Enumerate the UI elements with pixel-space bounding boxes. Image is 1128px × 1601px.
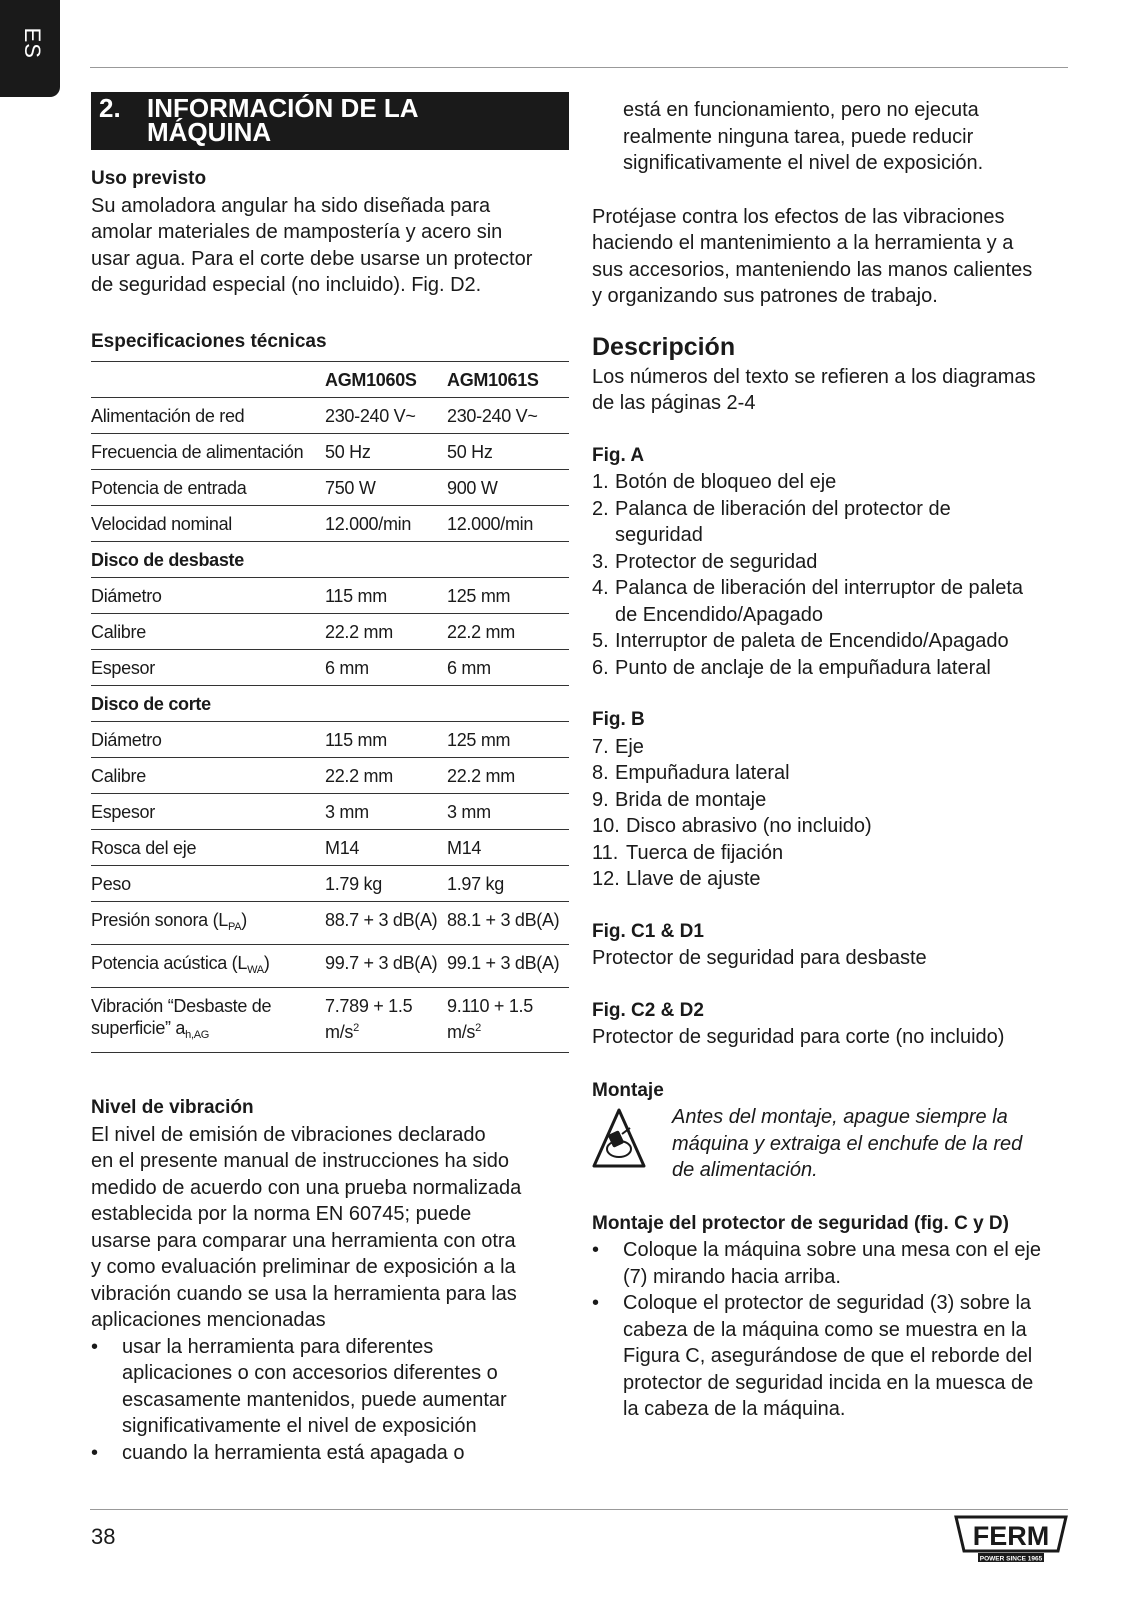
table-row: Alimentación de red 230-240 V~ 230-240 V~ <box>91 398 569 434</box>
montaje-bullets <box>592 1237 1076 1423</box>
table-row: Vibración “Desbaste de superficie” $a_{h,AG}$ 7.789 + 1.5 $m/s^2$ 9.110 + 1.5 $m/s^2$ <box>91 988 569 1053</box>
left-column <box>91 92 569 1466</box>
list-item: 3. Protector de seguridad <box>592 550 818 573</box>
fig-c1-heading: Fig. C1 & D1 <box>592 920 704 942</box>
list-item: 10. Disco abrasivo (no incluido) <box>592 815 872 837</box>
warning-plug-icon <box>592 1104 672 1182</box>
list-item: 11. Tuerca de fijación <box>592 841 784 864</box>
list-item: • Coloque la máquina sobre una mesa con el eje (7) mirando hacia arriba. <box>592 1237 1076 1290</box>
list-item: 5. Interruptor de paleta de Encendido/Apagado <box>592 630 1009 652</box>
fig-c2-text: Protector de seguridad para corte (no incluido) <box>592 1026 1005 1048</box>
table-row: Peso 1.79 kg 1.97 kg <box>91 866 569 902</box>
uso-paragraph: Su amoladora angular ha sido diseñada para amolar materiales de mampostería y acero sin usar agua. Para el corte debe usarse un protector de seguridad especial (no incluido). Fig. D2. <box>91 194 533 296</box>
nivel-heading: Nivel de vibración <box>91 1097 254 1118</box>
list-item: 9. Brida de montaje <box>592 788 767 811</box>
warning-box <box>592 1104 1076 1184</box>
table-group-row: Disco de corte <box>91 686 569 722</box>
spec-table <box>91 361 569 1053</box>
list-item: 7. Eje <box>592 735 644 758</box>
model-b-header: AGM1061S <box>447 362 569 398</box>
list-item: 6. Punto de anclaje de la empuñadura lateral <box>592 656 991 679</box>
table-row: Potencia de entrada 750 W 900 W <box>91 470 569 506</box>
table-row: Espesor 3 mm 3 mm <box>91 794 569 830</box>
top-rule <box>90 67 1068 68</box>
table-row: Potencia acústica $(L_{WA})$ 99.7 + 3 dB(A) 99.1 + 3 dB(A) <box>91 945 569 988</box>
list-item: 8. Empuñadura lateral <box>592 762 790 784</box>
montaje-protector-heading: Montaje del protector de seguridad (fig. C y D) <box>592 1212 1009 1234</box>
section-number: 2. <box>99 93 121 123</box>
list-item: • cuando la herramienta está apagada o <box>91 1440 569 1467</box>
fig-a-list <box>592 469 1076 681</box>
specs-heading: Especificaciones técnicas <box>91 330 327 352</box>
list-item: 12. Llave de ajuste <box>592 868 761 890</box>
bottom-rule <box>90 1509 1068 1510</box>
bullet-continuation: está en funcionamiento, pero no ejecuta realmente ninguna tarea, puede reducir significativamente el nivel de exposición. <box>623 99 984 174</box>
nivel-paragraph: El nivel de emisión de vibraciones declarado en el presente manual de instrucciones ha sido medido de acuerdo con una prueba normalizada establecida por la norma EN 60745; puede usarse para comparar una herramienta con otra y como evaluación preliminar de exposición a la vibración cuando se usa la herramienta para las aplicaciones mencionadas <box>91 1123 522 1331</box>
table-row: Presión sonora $(L_{PA})$ 88.7 + 3 dB(A) 88.1 + 3 dB(A) <box>91 902 569 945</box>
section-title <box>91 92 569 150</box>
montaje-heading: Montaje <box>592 1079 664 1101</box>
table-row: Velocidad nominal 12.000/min 12.000/min <box>91 506 569 542</box>
warning-text: Antes del montaje, apague siempre la máquina y extraiga el enchufe de la red de alimentación. <box>672 1106 1023 1181</box>
protect-paragraph: Protéjase contra los efectos de las vibraciones haciendo el mantenimiento a la herramienta y a sus accesorios, manteniendo las manos calientes y organizando sus patrones de trabajo. <box>592 205 1033 307</box>
table-row: Frecuencia de alimentación 50 Hz 50 Hz <box>91 434 569 470</box>
table-row: Calibre 22.2 mm 22.2 mm <box>91 758 569 794</box>
logo-tagline: POWER SINCE 1965 <box>979 1555 1043 1563</box>
list-item: • Coloque el protector de seguridad (3) sobre la cabeza de la máquina como se muestra en la Figura C, asegurándose de que el reborde del protector de seguridad incida en la muesca de la cabeza de la máquina. <box>592 1290 1076 1423</box>
nivel-bullets <box>91 1334 569 1467</box>
list-item: • usar la herramienta para diferentes aplicaciones o con accesorios diferentes o escasamente mantenidos, puede aumentar significativamente el nivel de exposición <box>91 1334 569 1440</box>
page-number: 38 <box>91 1524 116 1549</box>
table-row: Espesor 6 mm 6 mm <box>91 650 569 686</box>
description-heading: Descripción <box>592 332 736 361</box>
spec-header-row <box>91 362 569 398</box>
list-item: 2. Palanca de liberación del protector de seguridad <box>592 497 951 546</box>
uso-heading: Uso previsto <box>91 168 207 189</box>
language-tab <box>0 0 60 97</box>
fig-b-list-cont <box>592 813 1076 893</box>
fig-c1-text: Protector de seguridad para desbaste <box>592 947 927 969</box>
fig-b-list <box>592 734 1076 814</box>
fig-a-heading: Fig. A <box>592 444 645 466</box>
logo-brand: FERM <box>972 1521 1050 1551</box>
list-item: 4. Palanca de liberación del interruptor de paleta de Encendido/Apagado <box>592 577 1024 626</box>
table-row: Rosca del eje M14 M14 <box>91 830 569 866</box>
fig-b-heading: Fig. B <box>592 709 645 730</box>
model-a-header: AGM1060S <box>325 362 447 398</box>
section-title-text: INFORMACIÓN DE LA MÁQUINA <box>147 93 419 147</box>
list-item: 1. Botón de bloqueo del eje <box>592 471 837 493</box>
language-code: ES <box>19 27 45 59</box>
description-paragraph: Los números del texto se refieren a los diagramas de las páginas 2-4 <box>592 365 1036 414</box>
ferm-logo <box>954 1515 1068 1563</box>
table-row: Calibre 22.2 mm 22.2 mm <box>91 614 569 650</box>
table-row: Diámetro 115 mm 125 mm <box>91 578 569 614</box>
fig-c2-heading: Fig. C2 & D2 <box>592 999 704 1021</box>
right-column <box>592 97 1076 1423</box>
table-row: Diámetro 115 mm 125 mm <box>91 722 569 758</box>
table-group-row: Disco de desbaste <box>91 542 569 578</box>
